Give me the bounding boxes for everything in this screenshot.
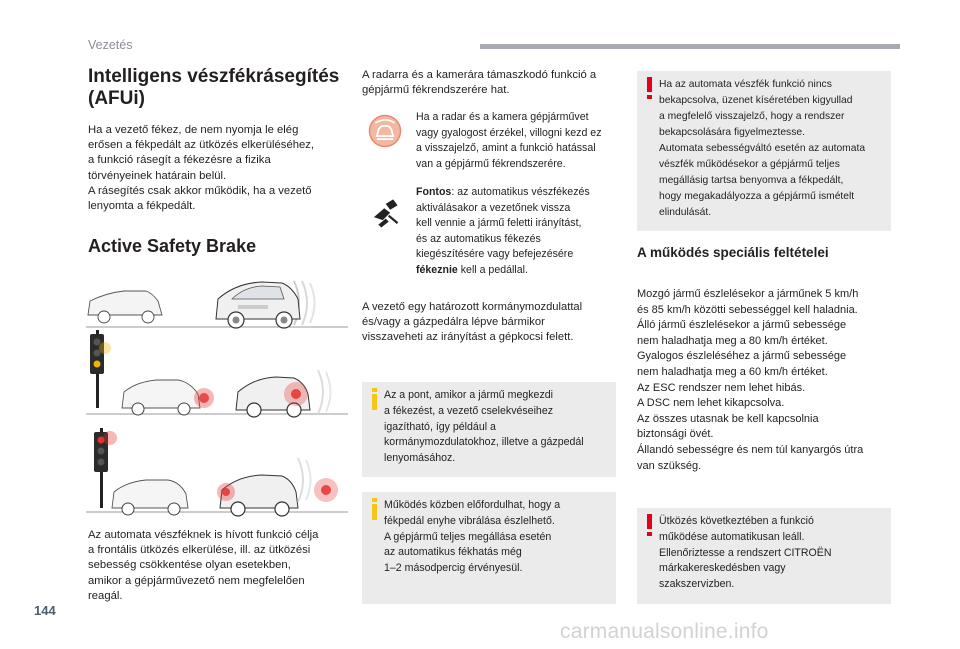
illustration-car-stopping-red-light: [86, 428, 348, 518]
heading-special-conditions: A működés speciális feltételei: [637, 245, 829, 260]
fontos-text: Fontos: az automatikus vészfékezés aktiválásakor a vezetőnek vissza kell vennie a jármű feletti irányítást, és az automatikus fékezés kiegészítésére vagy befejezésére fékeznie kell a pedállal.: [416, 186, 590, 276]
heading-afui-line2: (AFUi): [88, 88, 145, 109]
warning-box-collision: Ütközés következtében a funkció működése automatikusan leáll. Ellenőriztesse a rendszert CITROËN márkakereskedésben vagy szakszervizben.: [637, 508, 891, 604]
info-box-vibration: Működés közben előfordulhat, hogy a fékpedál enyhe vibrálása észlelhető. A gépjármű teljes megállása esetén az automatikus fékhatás még 1–2 másodpercig érvényesül.: [362, 492, 616, 604]
illustration-car-braking-traffic-light: [86, 330, 348, 420]
list-operating-conditions: Mozgó jármű észlelésekor a járműnek 5 km/h és 85 km/h közötti sebességgel kell haladnia. Álló jármű észlelésekor a jármű sebessége nem haladhatja meg a 80 km/h értéket. Gyalogos észleléséhez a jármű sebessége nem haladhatja meg a 60 km/h értéket. Az ESC rendszer nem lehet hibás. A DSC nem lehet kikapcsolva. Az összes utasnak be kell kapcsolnia biztonsági övét. Állandó sebességre és nem túl kanyargós útra van szükség.: [637, 288, 864, 472]
para-afui: Ha a vezető fékez, de nem nyomja le elég erősen a fékpedált az ütközés elkerüléséhez, a funkció rásegít a fékezésre a fizika törvényeinek határain belül. A rásegítés csak akkor működik, ha a vezető lenyomta a fékpedált.: [88, 124, 315, 213]
para-active-safety-brake: Az automata vészféknek is hívott funkció célja a frontális ütközés elkerülése, ill. az ütközési sebesség csökkentése olyan esetekben, amikor a gépjárművezető nem megfelelően reagál.: [88, 529, 319, 602]
para-intro-radar-camera: A radarra és a kamerára támaszkodó funkció a gépjármű fékrendszerére hat.: [362, 69, 597, 97]
radar-note-text: Ha a radar és a kamera gépjárművet vagy gyalogost érzékel, villogni kezd ez a visszajelző, amint a funkció hatással van a gépjármű fékrendszerére.: [416, 111, 602, 170]
header-divider-bar: [480, 44, 900, 49]
heading-afui-line1: Intelligens vészfékrásegítés: [88, 66, 340, 87]
page-number: 144: [34, 603, 56, 618]
heading-afui: [88, 66, 346, 110]
info-icon: [368, 388, 382, 410]
info-icon: [368, 498, 382, 520]
collision-warning-icon: [368, 114, 402, 148]
fontos-label: Fontos: [416, 186, 452, 198]
column-left: [88, 66, 346, 257]
para-driver-override: A vezető egy határozott kormánymozdulattal és/vagy a gázpedálra lépve bármikor visszaveheti az irányítást a gépkocsi felett.: [362, 301, 583, 344]
illustration-car-following-car: [86, 271, 348, 333]
warning-icon: [643, 514, 657, 536]
warning-box-not-activated: Ha az automata vészfék funkció nincs bekapcsolva, üzenet kíséretében kigyullad a megfelelő visszajelző, hogy a rendszer bekapcsolására figyelmeztesse. Automata sebességváltó esetén az automata vészfék működésekor a gépjármű teljes megállásig tartsa benyomva a fékpedált, hogy megakadályozza a gépjármű ismételt elindulását.: [637, 71, 891, 231]
watermark: carmanualsonline.info: [560, 620, 769, 643]
warning-icon: [643, 77, 657, 99]
hands-on-steering-icon: [368, 195, 402, 229]
info-box-braking-point: Az a pont, amikor a jármű megkezdi a fékezést, a vezető cselekvéseihez igazítható, így például a kormánymozdulatokhoz, illetve a gázpedál lenyomásához.: [362, 382, 616, 477]
section-title: Vezetés: [88, 38, 133, 52]
heading-active-safety-brake: Active Safety Brake: [88, 236, 257, 257]
